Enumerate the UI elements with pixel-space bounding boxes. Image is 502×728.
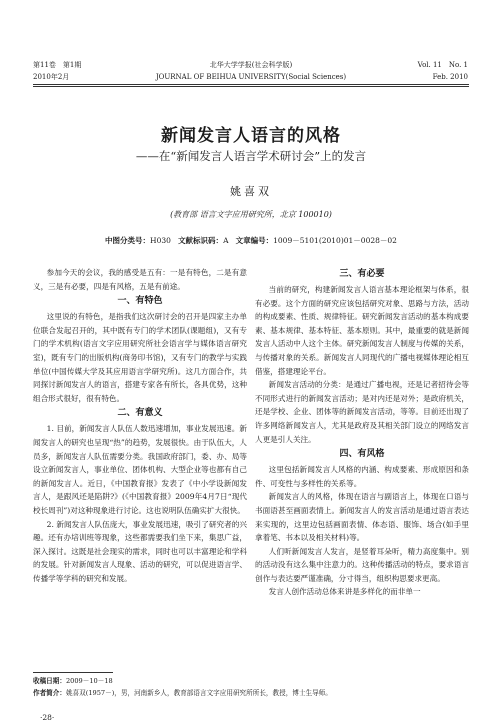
header-rule: [33, 84, 469, 85]
section-4-paragraph-4: 发言人创作活动总体来讲是多样化的而非单一: [268, 587, 421, 597]
author-bio: [33, 688, 332, 698]
author-affiliation: (教育部 语言文字应用研究所，北京 100010): [170, 210, 332, 219]
article-title: 新闻发言人语言的风格: [161, 126, 341, 146]
received-value: 2009－10－18: [65, 677, 113, 685]
received-label: 收稿日期：: [33, 677, 66, 685]
bio-value: 姚喜双(1957－)，男，河南新乡人，教育部语言文字应用研究所所长，教授，博士生导师。: [65, 689, 332, 697]
page-number: ·28·: [40, 713, 55, 722]
section-heading-2: 二、有意义: [117, 408, 163, 419]
journal-name-cn: 北华大学学报(社会科学版): [209, 61, 293, 69]
section-heading-4: 四、有风格: [339, 449, 385, 460]
section-4-paragraph-2: 新闻发言人的风格，体现在语言与副语言上，体现在口语与书面语甚至画面表情上。新闻发言人的发言活动是通过语言表达来实现的，这里边包括画面表情、体态语、服饰、场合(如手里拿着笔、书本以及相关材料)等。: [255, 492, 469, 543]
section-heading-3: 三、有必要: [339, 269, 385, 279]
volume-issue: 第11卷 第1期: [33, 61, 82, 69]
clc-value: H030: [150, 236, 171, 245]
publication-date-en: Feb. 2010: [432, 73, 468, 81]
article-id-value: 1009－5101(2010)01－0028－02: [273, 236, 397, 245]
received-date: [33, 676, 113, 686]
section-4-paragraph-1: 这里包括新闻发言人风格的内涵、构成要素、形成原因和条件、可变性与多样性的关系等。: [255, 465, 469, 488]
section-3-paragraph-2: 新闻发言活动的分类：是通过广播电视，还是记者招待会等不同形式进行的新闻发言活动；是对内还是对外；是政府机关，还是学校、企业、团体等的新闻发言活动，等等。目前还出现了许多网络新闻发言人，尤其是政府及其相关部门设立的网络发言人更是引人关注。: [255, 380, 469, 444]
publication-date: 2010年2月: [33, 73, 70, 81]
bio-label: 作者简介：: [33, 689, 66, 697]
journal-name-en: JOURNAL OF BEIHUA UNIVERSITY(Social Sciences): [155, 73, 347, 81]
article-subtitle: ——在“新闻发言人语言学术研讨会”上的发言: [135, 149, 367, 163]
doc-code-label: 文献标识码：: [178, 236, 224, 245]
section-heading-1: 一、有特色: [117, 296, 163, 307]
left-column: [33, 266, 247, 585]
article-id-label: 文章编号：: [235, 236, 274, 245]
author-name: 姚喜双: [230, 185, 272, 198]
section-3-paragraph-1: 当前的研究，构建新闻发言人语言基本理论框架与体系，很有必要。这个方面的研究应该包括研究对象、思路与方法，活动的构成要素、性质、规律特征。研究新闻发言活动的基本构成要素、基本规律、基本特征、基本原则。其中，最重要的就是新闻发言人活动中人这个主体。研究新闻发言人制度与传媒的关系，与传播对象的关系。新闻发言人同现代的广播电视媒体理论相互借鉴，搭建理论平台。: [255, 285, 469, 376]
clc-label: 中图分类号：: [105, 236, 151, 245]
footnote-rule: [33, 672, 113, 673]
section-1-paragraph: 这里说的有特色，是指我们这次研讨会的召开是四家主办单位联合发起召开的，其中既有专门的学术团队(课题组)，又有专门的学术机构(语言文字应用研究所社会语言学与媒体语言研究室)，既有专门的出版机构(商务印书馆)，又有专门的教学与实践单位(中国传媒大学及其应用语言学研究所)。这几方面合作，共同探讨新闻发言人的语言，搭建专家各有所长，各具优势，这种组合形式很好，很有特色。: [33, 312, 247, 403]
doc-code-value: A: [223, 236, 229, 245]
intro-paragraph: 参加今天的会议，我的感受是五有：一是有特色，二是有意义，三是有必要，四是有风格，五是有前途。: [33, 268, 247, 291]
header-rule-secondary: [33, 86, 469, 87]
article-metadata: [0, 235, 502, 246]
volume-issue-en: Vol. 11 No. 1: [417, 61, 468, 69]
section-4-paragraph-3: 人们听新闻发言人发言，是竖着耳朵听，精力高度集中。别的活动没有这么集中注意力的。这种传播活动的特点，要求语言创作与表达要严谨准确，分寸得当，组织构思要求更高。: [255, 546, 469, 583]
section-2-paragraph-2: 2. 新闻发言人队伍庞大，事业发展迅速，吸引了研究者的兴趣。还有办培训班等现象，这些都需要我们坐下来，集思广益，深入探讨。这既是社会现实的需求，同时也可以丰富理论和学科的发展。针对新闻发言人现象、活动的研究，可以促进语言学、传播学等学科的研究和发展。: [33, 519, 247, 583]
section-2-paragraph-1: 1. 目前，新闻发言人队伍人数迅速增加，事业发展迅速。新闻发言人的研究也呈现“热”的趋势，发展很快。由于队伍大，人员多，新闻发言人队伍需要分类。我国政府部门，委、办、局等设立新闻发言人，事业单位、团体机构、大型企业等也都有自己的新闻发言人。近日，《中国教育报》发表了《中小学设新闻发言人，是跟风还是陷阱?》(《中国教育报》2009年4月7日“现代校长周刊”)对这种现象进行讨论。这也说明队伍确实扩大很快。: [33, 424, 247, 515]
right-column: [255, 266, 469, 599]
